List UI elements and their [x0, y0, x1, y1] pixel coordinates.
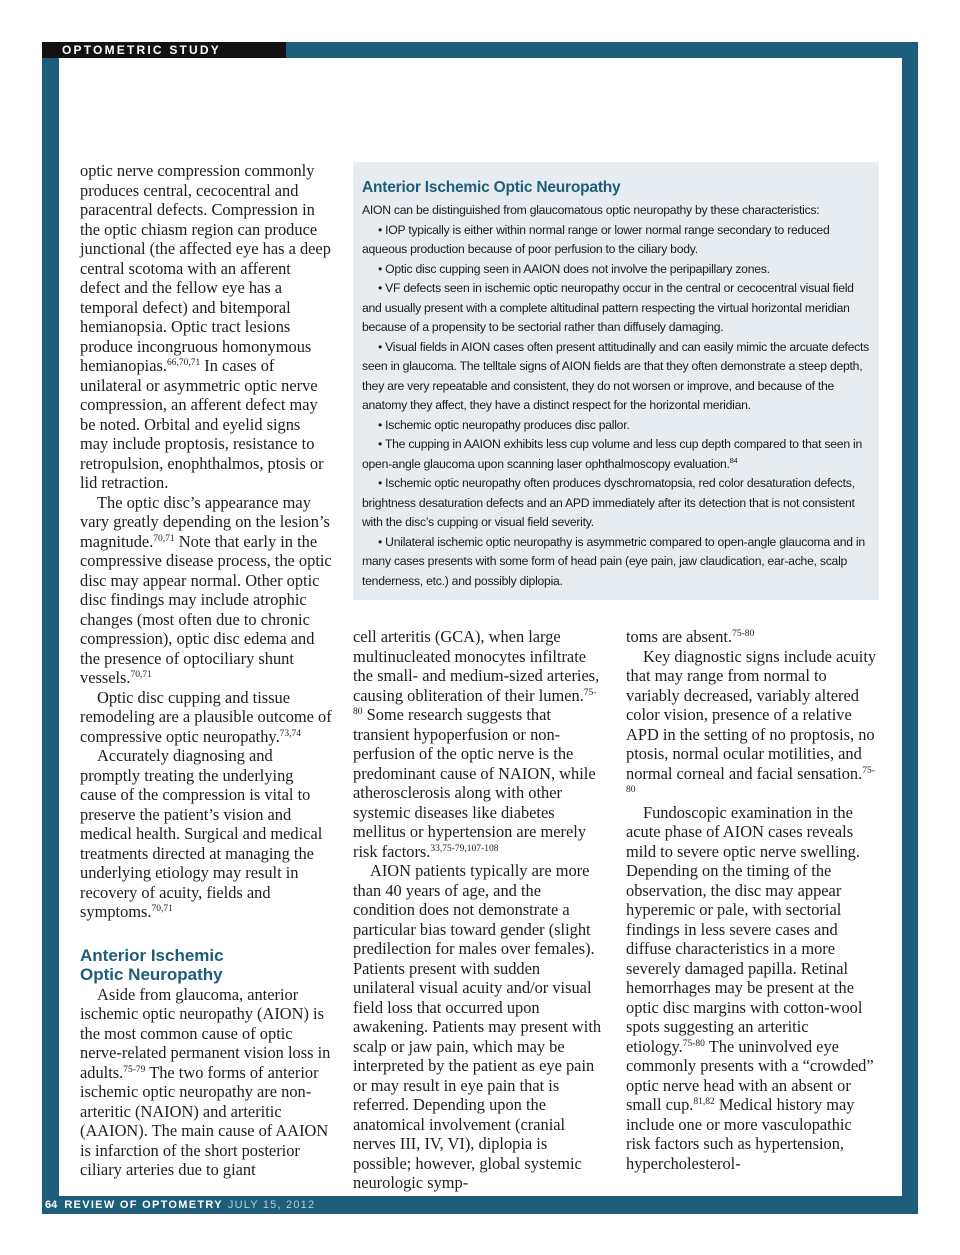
- sidebar-bullet: • VF defects seen in ischemic optic neuropathy occur in the central or cecocentral visual field and usually present with a complete altitudinal pattern respecting the virtual horizontal meridian because of a propensity to be sectorial rather than diffusely damaging.: [362, 281, 854, 334]
- sidebar-bullet: • Unilateral ischemic optic neuropathy is asymmetric compared to open-angle glaucoma and in many cases presents with some form of head pain (eye pain, jaw claudication, ear-ache, scalp tenderness, etc.) and possibly diplopia.: [362, 534, 865, 588]
- sidebar-bullet: • Ischemic optic neuropathy produces disc pallor.: [378, 417, 630, 432]
- sidebar-title: Anterior Ischemic Optic Neuropathy: [362, 179, 621, 196]
- paragraph: Optic disc cupping and tissue remodeling are a plausible outcome of compressive optic neuropathy.$^{73,74}$: [80, 687, 332, 746]
- sidebar-bullet: • Ischemic optic neuropathy often produces dyschromatopsia, red color desaturation defects, brightness desaturation defects and an APD immediately after its detection that is not consistent with the disc’s cupping or visual field severity.: [362, 476, 855, 529]
- page-footer: [42, 1197, 315, 1214]
- sidebar-bullet: • IOP typically is either within normal range or lower normal range secondary to reduced aqueous production because of poor perfusion to the ciliary body.: [362, 222, 830, 256]
- text-column-2: [353, 627, 605, 1193]
- paragraph: Aside from glaucoma, anterior ischemic optic neuropathy (AION) is the most common cause of optic nerve-related permanent vision loss in adults.$^{75-79}$ The two forms of anterior ischemic optic neuropathy are non-arteritic (NAION) and arteritic (AAION). The main cause of AAION is infarction of the short posterior ciliary arteries due to giant: [80, 984, 331, 1179]
- page-number: 64: [45, 1199, 58, 1211]
- sidebar-box: [353, 162, 879, 600]
- issue-date: JULY 15, 2012: [227, 1199, 316, 1211]
- section-header-tab: OPTOMETRIC STUDY CENTER: [42, 42, 286, 58]
- sidebar-intro: AION can be distinguished from glaucomatous optic neuropathy by these characteristics:: [362, 203, 820, 217]
- paragraph: Fundoscopic examination in the acute phase of AION cases reveals mild to severe optic nerve swelling. Depending on the timing of the observation, the disc may appear hyperemic or pale, with sectorial findings in less severe cases and diffuse characteristics in a more severely damaged papilla. Retinal hemorrhages may be present at the optic disc margins with cotton-wool spots suggesting an arteritic etiology.$^{75-80}$ The uninvolved eye commonly presents with a “crowded” optic nerve head with an absent or small cup.$^{81,82}$ Medical history may include one or more vasculopathic risk factors such as hypertension, hypercholesterol-: [626, 802, 874, 1173]
- paragraph: Key diagnostic signs include acuity that may range from normal to variably decreased, variably altered color vision, presence of a relative APD in the setting of no proptosis, no ptosis, normal ocular motilities, and normal corneal and facial sensation.$^{75-80}$: [626, 646, 877, 795]
- sidebar-bullet: • The cupping in AAION exhibits less cup volume and less cup depth compared to that seen in open-angle glaucoma upon scanning laser ophthalmoscopy evaluation.$^{84}$: [362, 437, 862, 471]
- paragraph: optic nerve compression commonly produces central, cecocentral and paracentral defects. Compression in the optic chiasm region can produce junctional (the affected eye has a deep central scotoma with an afferent defect and the fellow eye has a temporal defect) and bitemporal hemianopsia. Optic tract lesions produce incongruous homonymous hemianopias.$^{66,70,71}$ In cases of unilateral or asymmetric optic nerve compression, an afferent defect may be noted. Orbital and eyelid signs may include proptosis, resistance to retropulsion, enophthalmos, ptosis or lid retraction.: [80, 161, 331, 492]
- paragraph: toms are absent.$^{75-80}$: [626, 627, 755, 646]
- paragraph: AION patients typically are more than 40 years of age, and the condition does not demonstrate a particular bias toward gender (slight predilection for males over females). Patients present with sudden unilateral visual acuity and/or visual field loss that occurred upon awakening. Patients may present with scalp or jaw pain, which may be interpreted by the patient as eye pain or may result in eye pain that is referred. Depending upon the anatomical involvement (cranial nerves III, IV, VI), diplopia is possible; however, global systemic neurologic symp-: [353, 861, 602, 1192]
- section-heading: Anterior Ischemic Optic Neuropathy: [80, 945, 224, 984]
- paragraph: cell arteritis (GCA), when large multinucleated monocytes infiltrate the small- and medium-sized arteries, causing obliteration of their lumen.$^{75-80}$ Some research suggests that transient hypoperfusion or non-perfusion of the optic nerve is the predominant cause of NAION, while atherosclerosis along with other systemic diseases like diabetes mellitus or hypertension are merely risk factors.$^{33,75-79,107-108}$: [353, 627, 600, 861]
- magazine-title: REVIEW OF OPTOMETRY: [64, 1199, 223, 1211]
- paragraph: The optic disc’s appearance may vary greatly depending on the lesion’s magnitude.$^{70,71}$ Note that early in the compressive disease process, the optic disc may appear normal. Other optic disc findings may include atrophic changes (most often due to chronic compression), optic disc edema and the presence of optociliary shunt vessels.$^{70,71}$: [80, 492, 332, 687]
- text-column-1: [80, 161, 332, 1180]
- sidebar-bullet: • Optic disc cupping seen in AAION does not involve the peripapillary zones.: [378, 261, 770, 276]
- paragraph: Accurately diagnosing and promptly treating the underlying cause of the compression is vital to preserve the patient’s vision and medical health. Surgical and medical treatments directed at managing the underlying etiology may result in recovery of acuity, fields and symptoms.$^{70,71}$: [80, 746, 323, 921]
- text-column-3: [626, 627, 880, 1173]
- sidebar-bullet: • Visual fields in AION cases often present attitudinally and can easily mimic the arcuate defects seen in glaucoma. The telltale signs of AION fields are that they often demonstrate a steep depth, they are very repeatable and consistent, they do not worsen or improve, and because of the anatomy they affect, they have a distinct respect for the horizontal meridian.: [362, 339, 870, 412]
